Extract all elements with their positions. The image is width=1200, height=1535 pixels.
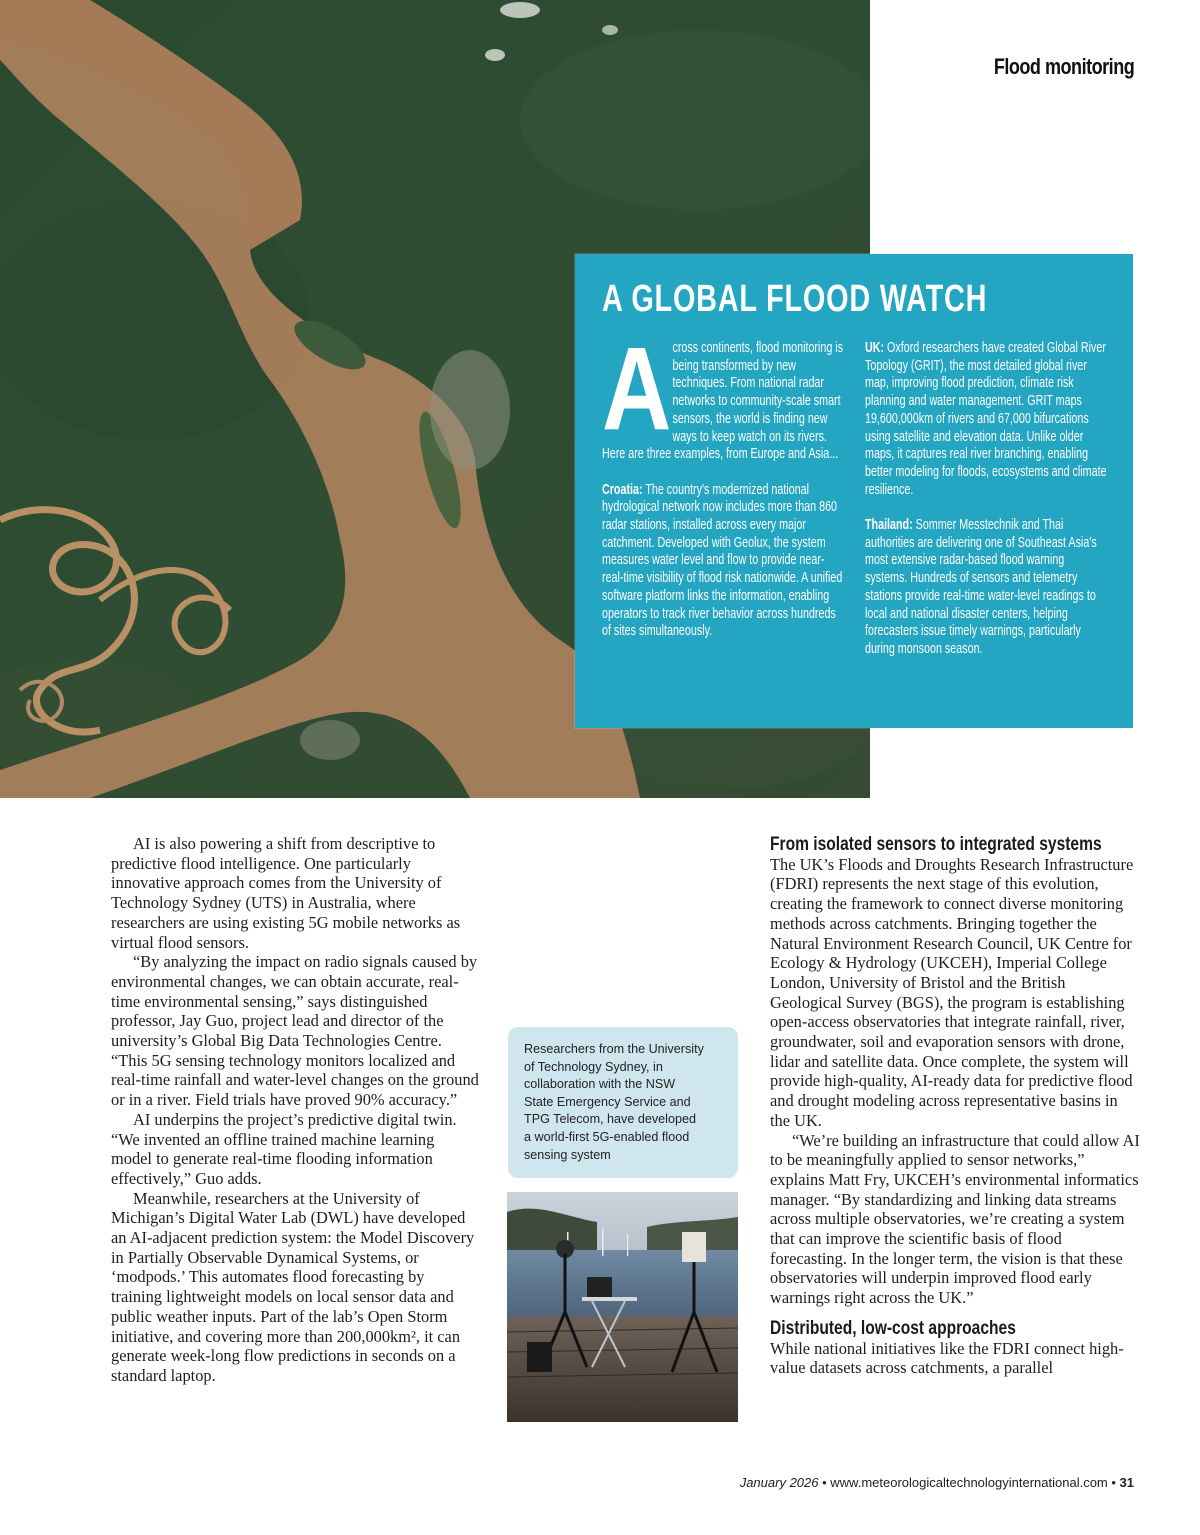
sidebar-item-text: Oxford researchers have created Global River Topology (GRIT), the most detailed global river map, improving flood prediction, climate risk planning and water management. GRIT maps 19,600,000km of rivers and 67,000 bifurcations using satellite and elevation data. Unlike older maps, it captures real river branching, enabling better modeling for floods, ecosystems and climate resilience.	[865, 340, 1107, 498]
body-paragraph: AI underpins the project’s predictive digital twin. “We invented an offline trained machine learning model to generate real-time flooding information effectively,” Guo adds.	[111, 1109, 457, 1188]
caption-line: a world-first 5G-enabled flood	[524, 1129, 690, 1144]
caption-line: collaboration with the NSW	[524, 1077, 676, 1092]
sensor-equipment-photo	[507, 1192, 738, 1422]
subheading: From isolated sensors to integrated systems	[770, 834, 1102, 855]
caption-line: State Emergency Service and	[524, 1094, 691, 1109]
sidebar-item-uk	[865, 340, 1108, 499]
body-paragraph: While national initiatives like the FDRI connect high-value datasets across catchments, a parallel	[770, 1338, 1124, 1378]
sidebar-item-text: Sommer Messtechnik and Thai authorities are delivering one of Southeast Asia's most extensive radar-based flood warning systems. Hundreds of sensors and telemetry stations provide real-time water-level readings to local and national disaster centers, helping forecasters issue timely warnings, particularly during monsoon season.	[865, 517, 1097, 657]
photo-caption	[508, 1027, 738, 1178]
global-flood-watch-sidebar	[575, 254, 1133, 728]
sidebar-item-thailand	[865, 517, 1108, 659]
sidebar-column-right	[865, 340, 1108, 676]
article-column-right	[770, 834, 1140, 1378]
section-tag: Flood monitoring	[993, 54, 1134, 79]
sidebar-intro-text: cross continents, flood monitoring is being transformed by new techniques. From national radar networks to community-scale smart sensors, the world is finding new ways to keep watch on its rivers. Here are three examples, from Europe and Asia...	[602, 340, 844, 463]
page-footer	[740, 1475, 1134, 1490]
caption-line: of Technology Sydney, in	[524, 1059, 663, 1074]
footer-separator: •	[818, 1475, 831, 1490]
subheading: Distributed, low-cost approaches	[770, 1317, 1016, 1339]
sidebar-intro	[602, 323, 845, 464]
page-number: 31	[1119, 1475, 1134, 1490]
body-paragraph: The UK’s Floods and Droughts Research Infrastructure (FDRI) represents the next stage of this evolution, creating the framework to connect diverse monitoring methods across catchments. Bringing together the Natural Environment Research Council, UK Centre for Ecology & Hydrology (UKCEH), Imperial College London, University of Bristol and the British Geological Survey (BGS), the program is establishing open-access observatories that integrate rainfall, river, groundwater, soil and evaporation sensors with drone, lidar and satellite data. Once complete, the system will provide high-quality, AI-ready data for predictive flood and drought modeling across representative basins in the UK.	[770, 854, 1134, 1130]
sidebar-item-text: The country's modernized national hydrological network now includes more than 860 radar stations, installed across every major catchment. Developed with Geolux, the system measures water level and flow to provide near-real-time visibility of flood risk nationwide. A unified software platform links the information, enabling operators to track river behavior across hundreds of sites simultaneously.	[602, 481, 843, 640]
body-paragraph: AI is also powering a shift from descriptive to predictive flood intelligence. One particularly innovative approach comes from the University of Technology Sydney (UTS) in Australia, where researchers are using existing 5G mobile networks as virtual flood sensors.	[111, 834, 461, 952]
footer-separator: •	[1107, 1475, 1120, 1490]
sidebar-item-croatia	[602, 482, 845, 641]
article-column-left	[111, 834, 479, 1386]
body-paragraph: Meanwhile, researchers at the University of Michigan’s Digital Water Lab (DWL) have developed an AI-adjacent prediction system: the Model Discovery in Partially Observable Dynamical Systems, or ‘modpods.’ This automates flood forecasting by training lightweight models on local sensor data and public weather inputs. Part of the lab’s Open Storm initiative, and covering more than 200,000km², it can generate week-long flow predictions in seconds on a standard laptop.	[111, 1188, 475, 1385]
footer-url[interactable]: www.meteorologicaltechnologyinternational.com	[830, 1475, 1108, 1490]
body-paragraph: “We’re building an infrastructure that could allow AI to be meaningfully applied to sensor networks,” explains Matt Fry, UKCEH’s environmental informatics manager. “By standardizing and linking data streams across multiple observatories, we’re creating a system that can improve the scientific basis of flood forecasting. In the longer term, the vision is that these observatories will underpin improved flood early warnings right across the UK.”	[770, 1130, 1140, 1308]
sidebar-item-label: Thailand:	[865, 517, 913, 534]
caption-line: sensing system	[524, 1147, 611, 1162]
caption-line: TPG Telecom, have developed	[524, 1112, 696, 1127]
drop-cap: A	[602, 323, 672, 455]
body-paragraph: “By analyzing the impact on radio signals caused by environmental changes, we can obtain accurate, real-time environmental sensing,” says distinguished professor, Jay Guo, project lead and director of the university’s Global Big Data Technologies Centre. “This 5G sensing technology monitors localized and real-time rainfall and water-level changes on the ground or in a river. Field trials have proved 90% accuracy.”	[111, 952, 479, 1110]
sidebar-title: A GLOBAL FLOOD WATCH	[602, 278, 988, 320]
caption-line: Researchers from the University	[524, 1042, 704, 1056]
sidebar-item-label: Croatia:	[602, 481, 643, 498]
sidebar-column-left	[602, 323, 845, 659]
sidebar-item-label: UK:	[865, 340, 885, 356]
footer-date: January 2026	[739, 1475, 819, 1490]
